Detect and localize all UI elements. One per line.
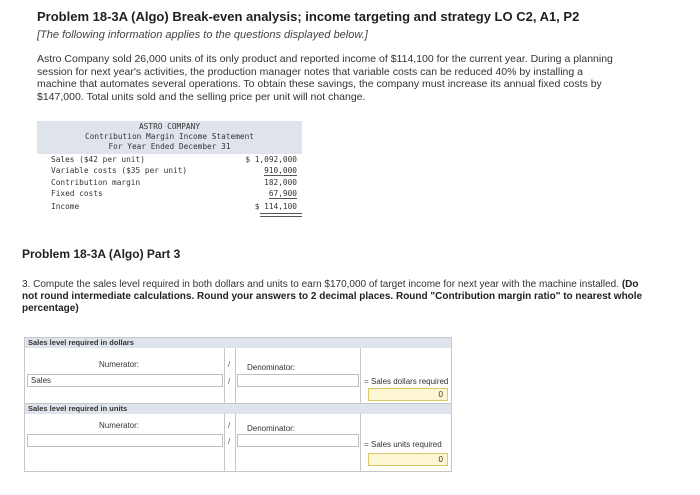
divider (235, 414, 236, 471)
divider (224, 348, 225, 404)
divider (360, 414, 361, 471)
info-note: [The following information applies to the questions displayed below.] (37, 29, 368, 41)
question-instructions: (Do not round intermediate calculations. Round your answers to 2 decimal places. Round "Contribution margin ratio" to nearest whole percentage) (22, 279, 643, 314)
numerator-label: Numerator: (99, 421, 140, 430)
statement-row-label: Fixed costs (51, 189, 103, 198)
problem-title: Problem 18-3A (Algo) Break-even analysis; income targeting and strategy LO C2, A1, P2 (37, 9, 580, 24)
numerator-input[interactable] (27, 434, 223, 447)
sales-dollars-grid (24, 337, 452, 405)
sales-units-grid (24, 403, 452, 472)
intro-paragraph: Astro Company sold 26,000 units of its only product and reported income of $114,100 for the current year. During a planning session for next year's activities, the production manager notes that variable costs can be reduced 40% by installing a machine that automates several operations. To obtain these savings, the company must increase its annual fixed costs by $147,000. Total units sold and the selling price per unit will not change. (37, 53, 613, 103)
equals-sign: = (364, 377, 369, 386)
result-value: 0 (438, 390, 443, 399)
divider (360, 348, 361, 404)
statement-header (37, 121, 302, 154)
statement-row-value: 182,000 (264, 178, 297, 187)
denominator-label: Denominator: (247, 363, 296, 372)
statement-row-label: Income (51, 202, 80, 211)
sales-units-output (368, 453, 448, 466)
divide-sign: / (228, 377, 231, 386)
statement-row-label: Sales ($42 per unit) (51, 155, 145, 164)
grid-title: Sales level required in dollars (25, 338, 451, 348)
statement-row-value: $ 1,092,000 (245, 155, 297, 164)
statement-row-label: Variable costs ($35 per unit) (51, 166, 188, 175)
numerator-label: Numerator: (99, 360, 140, 369)
statement-row-label: Contribution margin (51, 178, 141, 187)
sales-dollars-output (368, 388, 448, 401)
divide-sign: / (228, 437, 231, 446)
statement-period: For Year Ended December 31 (108, 142, 231, 151)
result-value: 0 (438, 455, 443, 464)
statement-row-value: 910,000 (264, 166, 297, 175)
divide-sign: / (228, 360, 231, 369)
equals-sign: = (364, 440, 369, 449)
question-plain: 3. Compute the sales level required in both dollars and units to earn $170,000 of target income for next year with the machine installed. (22, 279, 620, 290)
sales-row-label: Sales (31, 376, 52, 385)
double-underline (260, 213, 302, 217)
denominator-input[interactable] (237, 374, 359, 387)
numerator-input[interactable] (27, 374, 223, 387)
income-statement (37, 121, 302, 219)
statement-row-value: 67,900 (268, 189, 297, 198)
statement-name: Contribution Margin Income Statement (85, 132, 254, 141)
denominator-label: Denominator: (247, 424, 296, 433)
statement-company: ASTRO COMPANY (138, 122, 201, 131)
part-title: Problem 18-3A (Algo) Part 3 (22, 247, 181, 261)
divider (235, 348, 236, 404)
divide-sign: / (228, 421, 231, 430)
statement-row-value: $ 114,100 (254, 202, 297, 211)
result-label: Sales dollars required (371, 377, 449, 386)
result-label: Sales units required (371, 440, 442, 449)
question-text (22, 279, 647, 315)
denominator-input[interactable] (237, 434, 359, 447)
divider (224, 414, 225, 471)
grid-title: Sales level required in units (25, 404, 451, 414)
